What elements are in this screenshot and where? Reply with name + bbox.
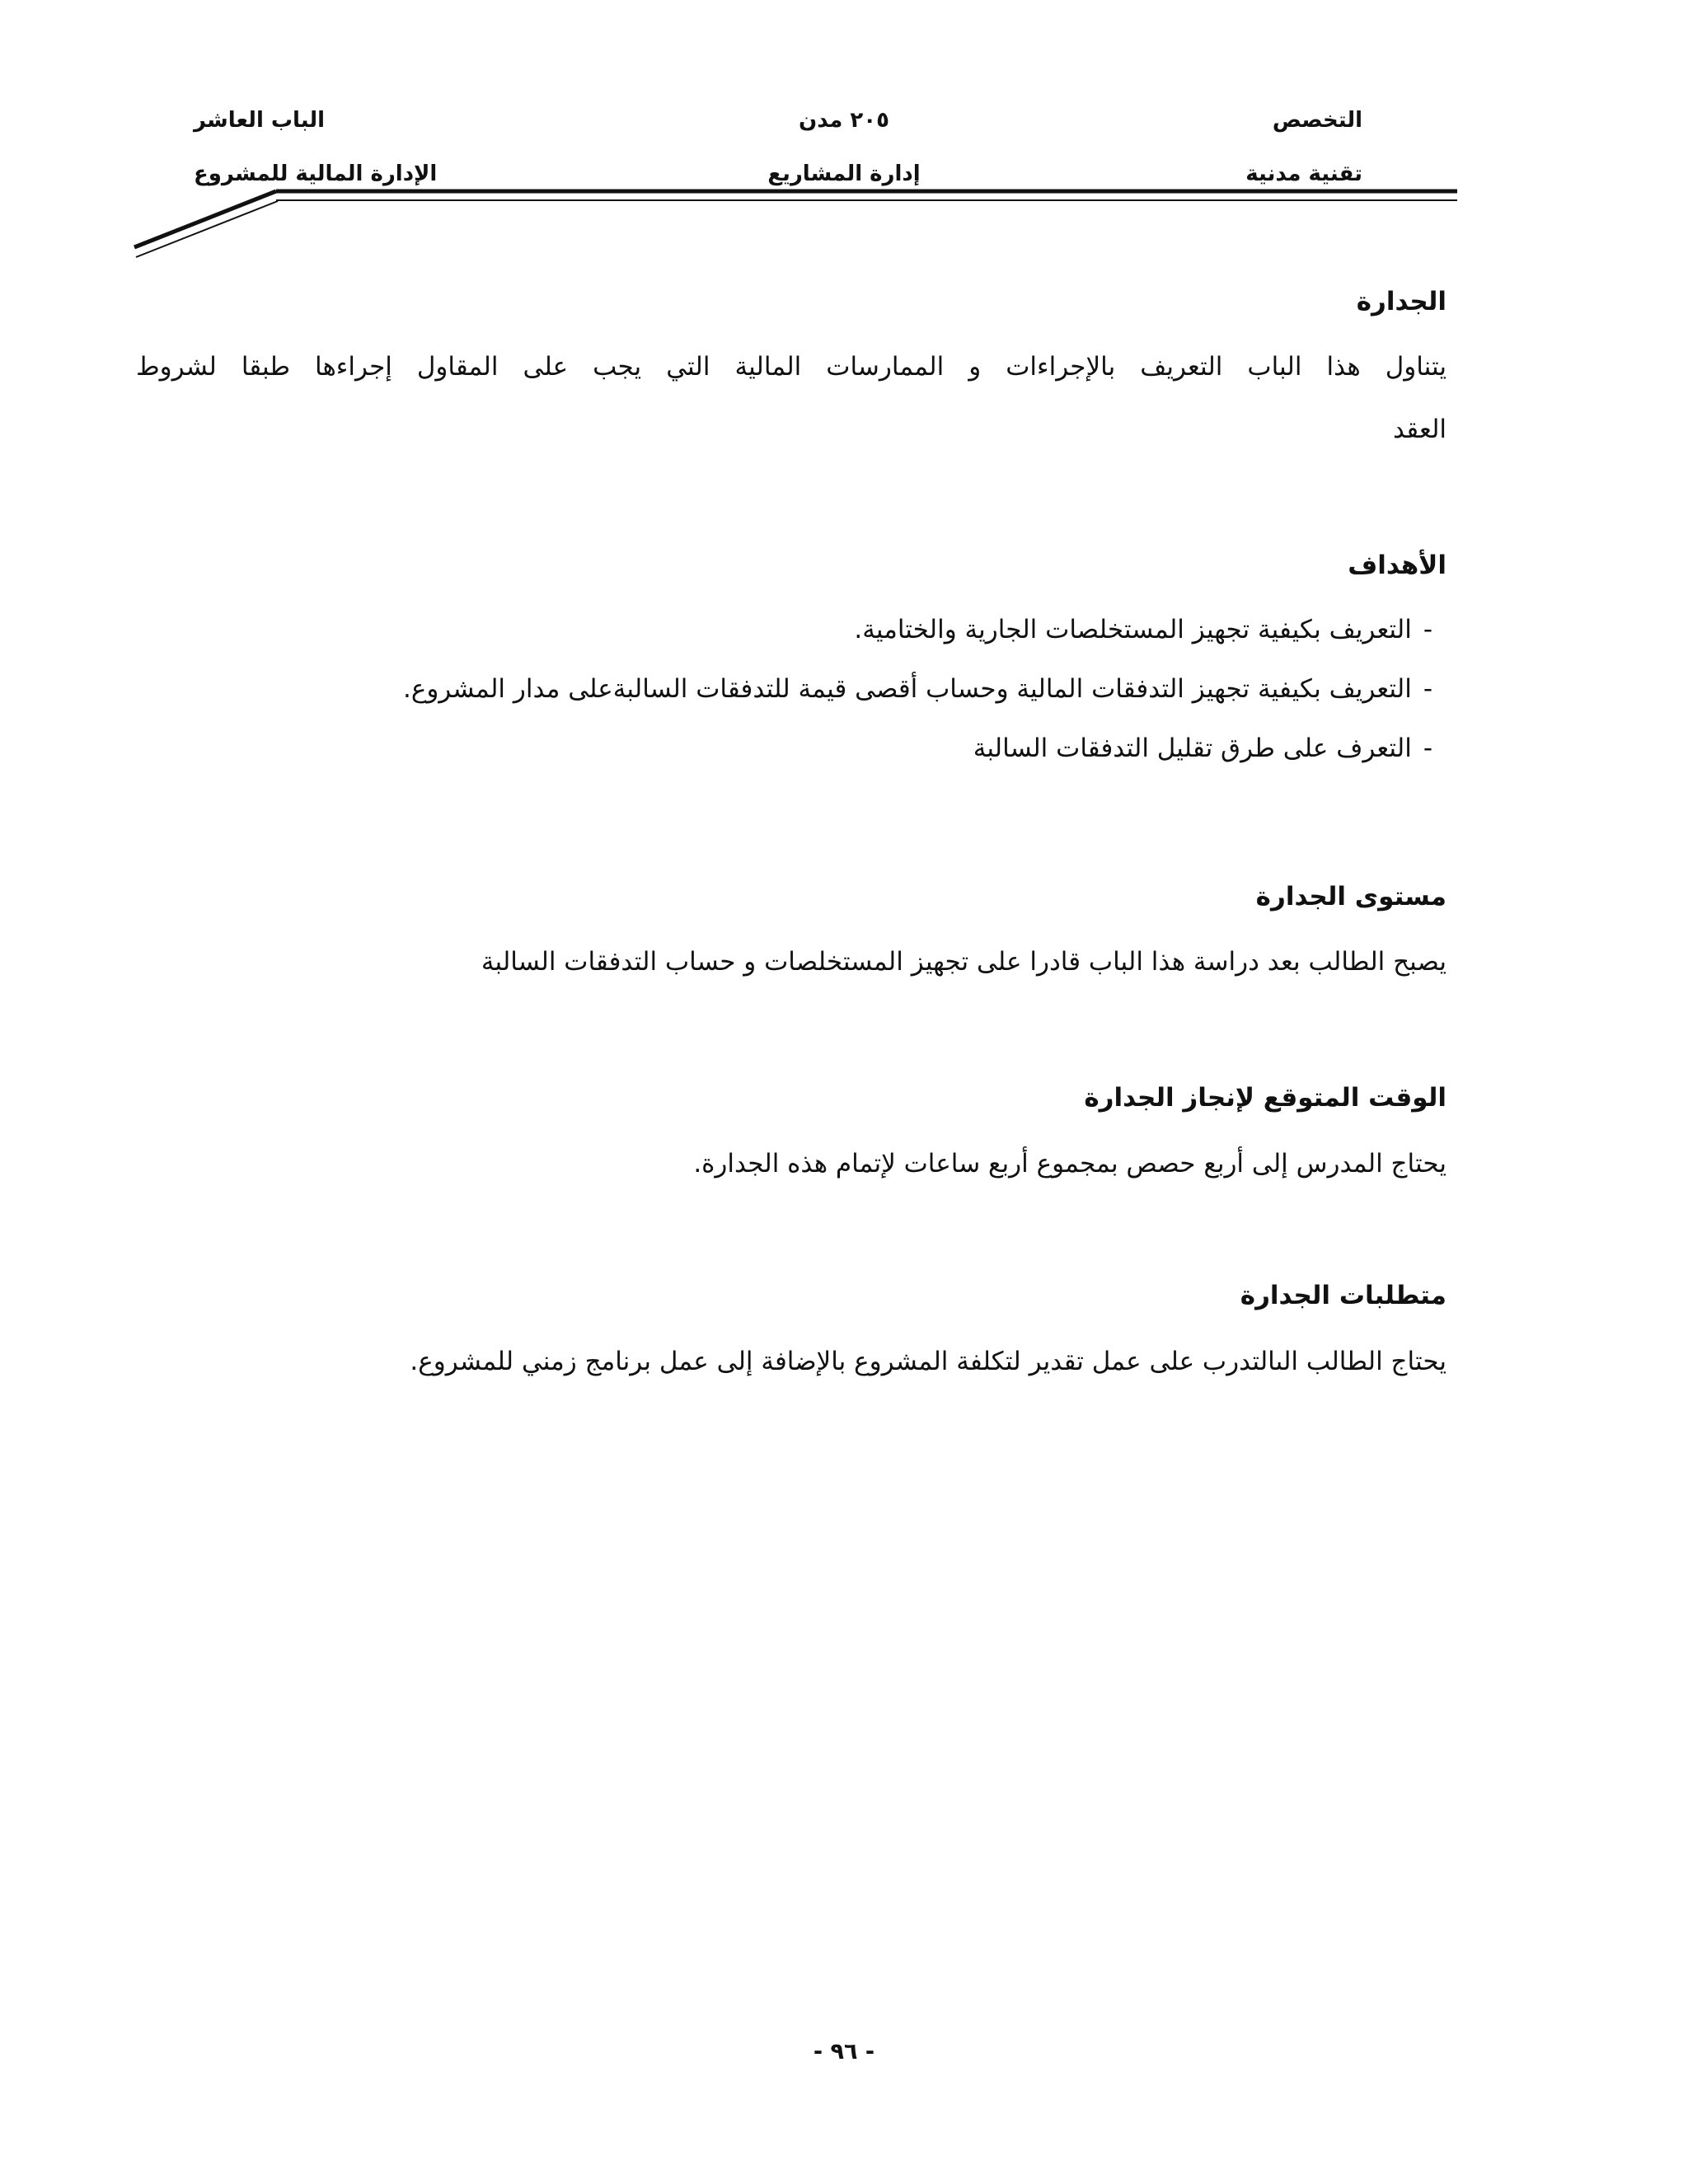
header-chapter-title: الإدارة المالية للمشروع: [194, 162, 438, 186]
objectives-list: [403, 612, 1432, 790]
header-diagonal-thin: [136, 201, 278, 257]
header-rule-lines: [0, 0, 1688, 280]
requirements-paragraph: يحتاج الطالب الىالتدرب على عمل تقدير لتكلفة المشروع بالإضافة إلى عمل برنامج زمني للمشروع.: [410, 1347, 1447, 1376]
competency-line-1: يتناول هذا الباب التعريف بالإجراءات و الممارسات المالية التي يجب على المقاول إجراءها طبقا لشروط: [136, 352, 1447, 382]
section-title-competency: الجدارة: [1356, 287, 1447, 316]
section-title-level: مستوى الجدارة: [1255, 882, 1447, 912]
level-paragraph: يصبح الطالب بعد دراسة هذا الباب قادرا على تجهيز المستخلصات و حساب التدفقات السالبة: [481, 947, 1447, 977]
objective-text: التعرف على طرق تقليل التدفقات السالبة: [973, 733, 1412, 763]
header-specialty-label: التخصص: [1272, 108, 1362, 133]
header-diagonal-thick: [134, 191, 276, 247]
list-item: [403, 730, 1432, 790]
time-paragraph: يحتاج المدرس إلى أربع حصص بمجموع أربع ساعات لإتمام هذه الجدارة.: [693, 1149, 1447, 1179]
section-title-objectives: الأهداف: [1348, 551, 1447, 580]
list-item: [403, 612, 1432, 671]
objective-text: التعريف بكيفية تجهيز التدفقات المالية وحساب أقصى قيمة للتدفقات السالبةعلى مدار المشروع.: [402, 674, 1412, 704]
list-item: [403, 671, 1432, 730]
header-course-name: إدارة المشاريع: [767, 162, 921, 186]
section-title-time: الوقت المتوقع لإنجاز الجدارة: [1084, 1083, 1447, 1113]
bullet-dash: -: [1423, 733, 1432, 763]
competency-line-2: العقد: [1393, 415, 1447, 444]
competency-paragraph: [136, 349, 1447, 448]
page-number: - ٩٦ -: [813, 2039, 875, 2064]
bullet-dash: -: [1423, 674, 1432, 704]
header-specialty-value: تقنية مدنية: [1245, 162, 1362, 186]
objective-text: التعريف بكيفية تجهيز المستخلصات الجارية والختامية.: [854, 615, 1412, 644]
header-chapter-label: الباب العاشر: [194, 108, 326, 133]
section-title-requirements: متطلبات الجدارة: [1240, 1281, 1447, 1310]
bullet-dash: -: [1423, 615, 1432, 644]
header-course-code: ٢٠٥ مدن: [799, 108, 889, 133]
